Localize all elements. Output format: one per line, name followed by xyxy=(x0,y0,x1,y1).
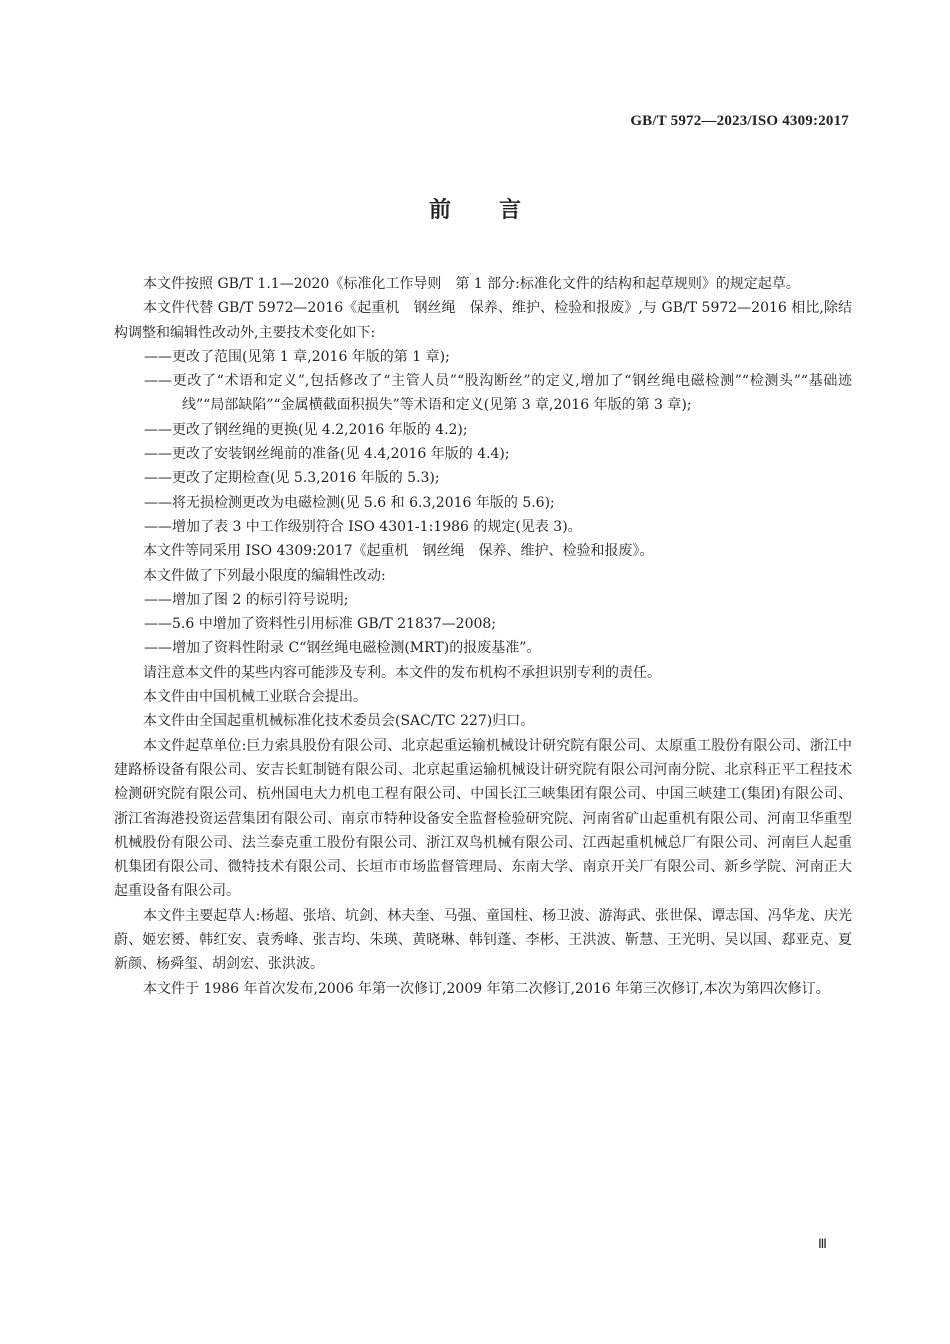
paragraph-drafting-rules: 本文件按照 GB/T 1.1—2020《标准化工作导则 第 1 部分:标准化文件的结构和起草规则》的规定起草。 xyxy=(143,276,800,292)
list-item-change: ——更改了“术语和定义”,包括修改了“主管人员”“股沟断丝”的定义,增加了“钢丝绳电磁检测”“检测头”“基础迹线”“局部缺陷”“金属横截面积损失”等术语和定义(见第 3 章,2016 年版的第 3 章); xyxy=(144,373,852,414)
list-item-edit: ——增加了资料性附录 C“钢丝绳电磁检测(MRT)的报废基准”。 xyxy=(144,640,541,657)
paragraph-drafters: 本文件主要起草人:杨超、张培、坑剑、林夫奎、马强、童国柱、杨卫波、游海武、张世保、谭志国、冯华龙、庆光蔚、姬宏赟、韩红安、袁秀峰、张吉均、朱瑛、黄晓琳、韩钊蓬、李彬、王洪波、靳慧、王光明、吴以国、郄亚克、夏新颜、杨舜玺、胡剑宏、张洪波。 xyxy=(114,907,852,973)
standard-code: GB/T 5972—2023/ISO 4309:2017 xyxy=(630,113,849,129)
paragraph-identical-adoption: 本文件等同采用 ISO 4309:2017《起重机 钢丝绳 保养、维护、检验和报废》。 xyxy=(143,543,654,560)
paragraph-proposer: 本文件由中国机械工业联合会提出。 xyxy=(143,689,367,706)
page-title: 前言 xyxy=(428,197,569,223)
paragraph-drafting-units: 本文件起草单位:巨力索具股份有限公司、北京起重运输机械设计研究院有限公司、太原重工股份有限公司、浙江中建路桥设备有限公司、安吉长虹制链有限公司、北京起重运输机械设计研究院有限公司河南分院、北京科正平工程技术检测研究院有限公司、杭州国电大力机电工程有限公司、中国长江三峡集团有限公司、中国三峡建工(集团)有限公司、浙江省海港投资运营集团有限公司、南京市特种设备安全监督检验研究院、河南省矿山起重机有限公司、河南卫华重型机械股份有限公司、法兰泰克重工股份有限公司、浙江双鸟机械有限公司、江西起重机械总厂有限公司、河南巨人起重机集团有限公司、微特技术有限公司、长垣市市场监督管理局、东南大学、南京开关厂有限公司、新乡学院、河南正大起重设备有限公司。 xyxy=(114,737,852,900)
list-item-change: ——更改了范围(见第 1 章,2016 年版的第 1 章); xyxy=(144,348,450,365)
list-item-edit: ——5.6 中增加了资料性引用标准 GB/T 21837—2008; xyxy=(144,616,497,633)
paragraph-committee: 本文件由全国起重机械标准化技术委员会(SAC/TC 227)归口。 xyxy=(143,713,535,730)
list-item-change: ——更改了钢丝绳的更换(见 4.2,2016 年版的 4.2); xyxy=(144,421,468,438)
list-item-change: ——将无损检测更改为电磁检测(见 5.6 和 6.3,2016 年版的 5.6); xyxy=(144,494,555,511)
list-item-change: ——更改了安装钢丝绳前的准备(见 4.4,2016 年版的 4.4); xyxy=(144,446,510,463)
paragraph-editorial-changes: 本文件做了下列最小限度的编辑性改动: xyxy=(143,567,386,584)
paragraph-history: 本文件于 1986 年首次发布,2006 年第一次修订,2009 年第二次修订,2016 年第三次修订,本次为第四次修订。 xyxy=(143,980,830,997)
paragraph-patent-notice: 请注意本文件的某些内容可能涉及专利。本文件的发布机构不承担识别专利的责任。 xyxy=(143,664,661,681)
page-number: Ⅲ xyxy=(818,1236,827,1251)
list-item-change: ——增加了表 3 中工作级别符合 ISO 4301-1:1986 的规定(见表 3)。 xyxy=(144,518,582,535)
list-item-change: ——更改了定期检查(见 5.3,2016 年版的 5.3); xyxy=(144,470,440,487)
list-item-edit: ——增加了图 2 的标引符号说明; xyxy=(144,591,349,608)
paragraph-replaces: 本文件代替 GB/T 5972—2016《起重机 钢丝绳 保养、维护、检验和报废》,与 GB/T 5972—2016 相比,除结构调整和编辑性改动外,主要技术变化如下: xyxy=(114,300,852,341)
document-body xyxy=(114,272,852,1001)
